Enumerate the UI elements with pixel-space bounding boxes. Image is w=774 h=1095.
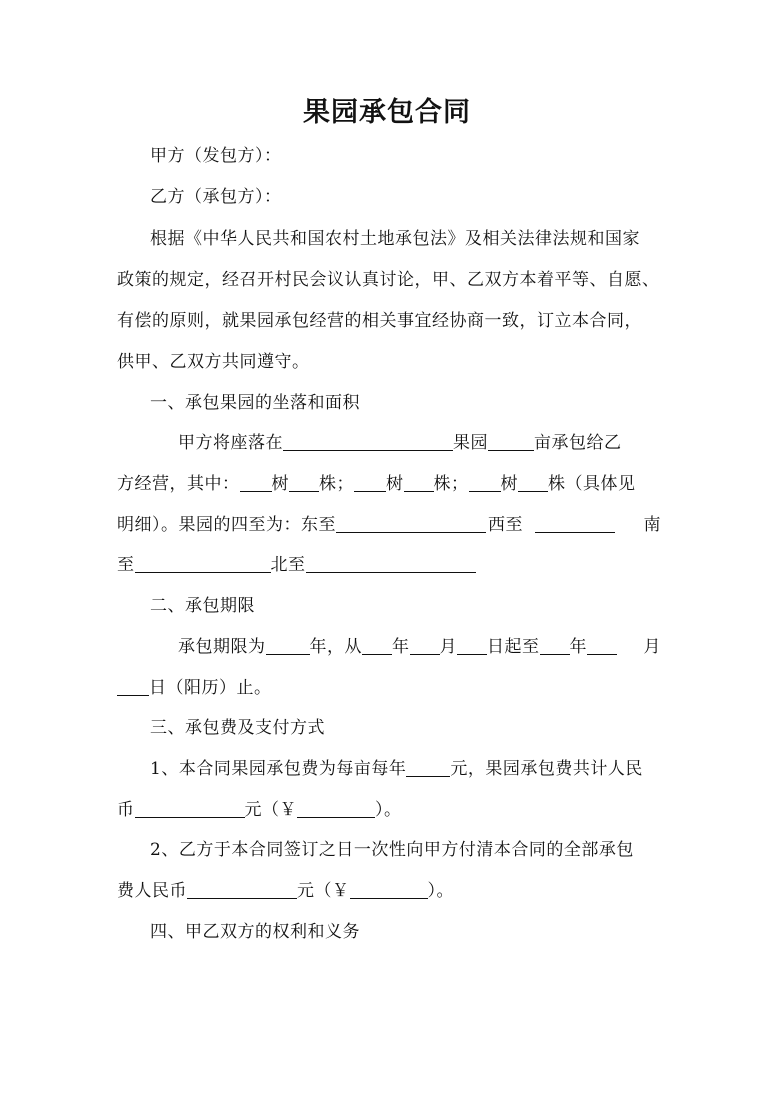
text: 亩承包给乙	[534, 433, 622, 453]
section-1-line-3	[117, 511, 661, 539]
start-month-blank[interactable]	[410, 636, 440, 655]
text: 元（￥	[244, 800, 297, 820]
text: 日起至	[487, 637, 540, 657]
section-3-para-1-line-2	[117, 796, 661, 824]
text: 月	[439, 637, 457, 657]
fee-per-mu-blank[interactable]	[406, 758, 450, 777]
text: 年，从	[309, 637, 362, 657]
end-month-blank[interactable]	[587, 636, 617, 655]
term-years-blank[interactable]	[266, 636, 310, 655]
preamble-line-3: 有偿的原则，就果园承包经营的相关事宜经协商一致，订立本合同，	[117, 311, 642, 331]
preamble-line-1: 根据《中华人民共和国农村土地承包法》及相关法律法规和国家	[150, 229, 640, 249]
text: 株	[548, 474, 566, 494]
section-1-line-4	[117, 551, 661, 579]
location-blank[interactable]	[283, 432, 453, 451]
tree-type-blank-1[interactable]	[240, 473, 272, 492]
text: 1、本合同果园承包费为每亩每年	[150, 759, 407, 779]
text: ）。	[427, 881, 454, 901]
text: 至	[117, 555, 135, 575]
text: ；	[336, 474, 354, 494]
lump-sum-amount-blank[interactable]	[350, 880, 428, 899]
tree-type-blank-2[interactable]	[354, 473, 386, 492]
text: 株	[433, 474, 451, 494]
section-4-heading: 四、甲乙双方的权利和义务	[150, 922, 360, 942]
area-blank[interactable]	[488, 432, 534, 451]
section-3-heading: 三、承包费及支付方式	[150, 718, 325, 738]
section-1-line-2	[117, 470, 661, 498]
text: ；	[451, 474, 469, 494]
start-day-blank[interactable]	[457, 636, 487, 655]
text: （具体见	[565, 474, 636, 494]
section-3-para-2-line-1: 2、乙方于本合同签订之日一次性向甲方付清本合同的全部承包	[150, 840, 634, 860]
text: 日（阳历）止。	[149, 678, 272, 698]
east-boundary-blank[interactable]	[336, 514, 486, 533]
text: 费人民币	[117, 881, 187, 901]
text: 月	[643, 637, 661, 657]
north-boundary-blank[interactable]	[306, 554, 476, 573]
text: 果园	[453, 433, 488, 453]
text: 北至	[270, 555, 306, 575]
end-year-blank[interactable]	[540, 636, 570, 655]
west-boundary-blank[interactable]	[535, 514, 615, 533]
section-1-line-1	[178, 429, 661, 457]
text: 方经营，其中：	[117, 474, 240, 494]
total-fee-amount-blank[interactable]	[297, 799, 375, 818]
party-a-label: 甲方（发包方）：	[150, 146, 282, 166]
text: 株	[319, 474, 337, 494]
tree-count-blank-3[interactable]	[518, 473, 548, 492]
text: 年	[569, 637, 587, 657]
text: 元，果园承包费共计人民	[450, 759, 643, 779]
text: 南	[643, 515, 661, 535]
lump-sum-words-blank[interactable]	[187, 880, 297, 899]
section-2-line-1	[178, 633, 661, 661]
text: 币	[117, 800, 135, 820]
text: 树	[271, 474, 289, 494]
section-2-heading: 二、承包期限	[150, 596, 255, 616]
section-3-para-2-line-2	[117, 877, 661, 905]
document-title: 果园承包合同	[303, 97, 471, 128]
text: ）。	[375, 800, 402, 820]
text: 树	[386, 474, 404, 494]
text: 西至	[488, 515, 523, 535]
party-b-label: 乙方（承包方）：	[150, 187, 282, 207]
start-year-blank[interactable]	[362, 636, 392, 655]
tree-count-blank-1[interactable]	[289, 473, 319, 492]
section-2-line-2	[117, 674, 661, 702]
end-day-blank[interactable]	[117, 677, 149, 696]
tree-type-blank-3[interactable]	[469, 473, 501, 492]
text: 承包期限为	[178, 637, 266, 657]
south-boundary-blank[interactable]	[135, 554, 271, 573]
text: 甲方将座落在	[178, 433, 283, 453]
total-fee-words-blank[interactable]	[135, 799, 245, 818]
preamble-line-2: 政策的规定，经召开村民会议认真讨论，甲、乙双方本着平等、自愿、	[117, 270, 660, 290]
text: 明细）。果园的四至为：东至	[117, 515, 336, 535]
text: 树	[500, 474, 518, 494]
text: 元（￥	[297, 881, 350, 901]
section-1-heading: 一、承包果园的坐落和面积	[150, 393, 360, 413]
section-3-para-1-line-1	[150, 755, 661, 783]
preamble-line-4: 供甲、乙双方共同遵守。	[117, 352, 310, 372]
tree-count-blank-2[interactable]	[404, 473, 434, 492]
text: 年	[392, 637, 410, 657]
